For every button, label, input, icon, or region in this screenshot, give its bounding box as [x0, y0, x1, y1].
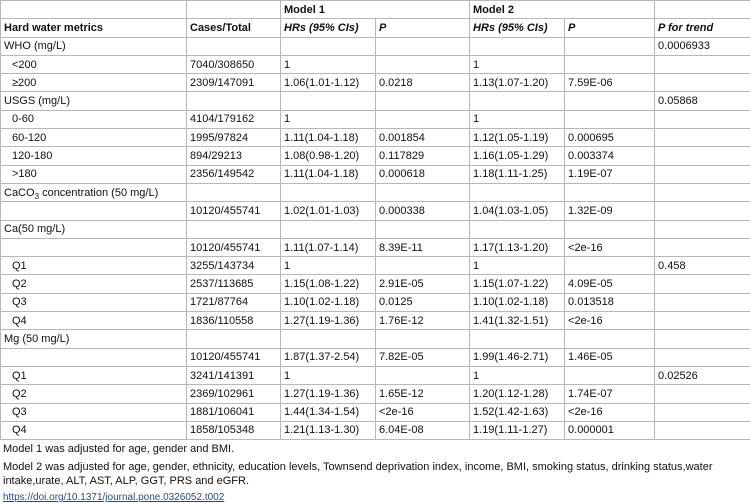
cell-value: 1.99(1.46-2.71)	[473, 351, 548, 363]
cell-value: 1	[473, 113, 479, 125]
cell-value: 0.0006933	[658, 40, 710, 52]
cell-value: 0.0125	[379, 296, 413, 308]
table-cell	[470, 37, 565, 55]
table-cell	[565, 421, 655, 439]
cell-value: 3241/141391	[190, 370, 254, 382]
cell-value: 8.39E-11	[379, 242, 423, 254]
cell-value: 0.458	[658, 260, 686, 272]
table-row	[1, 385, 750, 403]
table-row	[1, 330, 750, 348]
table-cell	[565, 74, 655, 92]
table-cell	[655, 110, 750, 128]
table-cell	[1, 312, 187, 330]
table-cell	[281, 129, 376, 147]
column-header: HRs (95% CIs)	[281, 19, 376, 37]
table-cell	[565, 257, 655, 275]
table-cell	[655, 129, 750, 147]
table-cell	[281, 220, 376, 238]
cell-value: 0.003374	[568, 150, 614, 162]
table-cell	[1, 220, 187, 238]
table-cell	[187, 220, 281, 238]
table-cell	[1, 275, 187, 293]
table-cell	[565, 275, 655, 293]
cell-value: 7.82E-05	[379, 351, 424, 363]
row-label: Q2	[4, 388, 27, 400]
cell-value: 1.06(1.01-1.12)	[284, 77, 359, 89]
row-label: CaCO	[4, 187, 35, 199]
table-cell	[1, 366, 187, 384]
table-cell	[187, 385, 281, 403]
cell-value: 0.001854	[379, 132, 425, 144]
table-cell	[281, 238, 376, 256]
table-cell	[376, 183, 470, 201]
cell-value: 4104/179162	[190, 113, 254, 125]
table-cell	[565, 403, 655, 421]
table-cell	[187, 92, 281, 110]
table-cell	[655, 165, 750, 183]
cell-value: 1.15(1.07-1.22)	[473, 278, 548, 290]
table-cell	[376, 257, 470, 275]
cell-value: 1.18(1.11-1.25)	[473, 168, 547, 180]
row-label: Q2	[4, 278, 27, 290]
table-cell	[187, 330, 281, 348]
table-cell	[470, 238, 565, 256]
table-cell	[1, 37, 187, 55]
header-blank	[187, 1, 281, 19]
table-cell	[655, 366, 750, 384]
cell-value: 0.000618	[379, 168, 425, 180]
row-label: Q4	[4, 315, 27, 327]
table-cell	[187, 165, 281, 183]
table-cell	[565, 129, 655, 147]
cell-value: 1.10(1.02-1.18)	[473, 296, 548, 308]
table-cell	[655, 183, 750, 201]
table-cell	[376, 421, 470, 439]
table-cell	[1, 129, 187, 147]
table-cell	[655, 202, 750, 220]
table-cell	[1, 385, 187, 403]
table-row	[1, 348, 750, 366]
table-cell	[470, 220, 565, 238]
cell-value: 6.04E-08	[379, 424, 424, 436]
cell-value: 1.76E-12	[379, 315, 424, 327]
table-cell	[565, 348, 655, 366]
table-cell	[565, 202, 655, 220]
table-cell	[470, 147, 565, 165]
table-cell	[187, 55, 281, 73]
table-cell	[187, 183, 281, 201]
cell-value: 1.17(1.13-1.20)	[473, 242, 548, 254]
cell-value: 1.27(1.19-1.36)	[284, 315, 359, 327]
table-cell	[470, 55, 565, 73]
table-cell	[376, 165, 470, 183]
table-row	[1, 293, 750, 311]
table-cell	[281, 110, 376, 128]
row-label: >180	[4, 168, 37, 180]
table-cell	[281, 55, 376, 73]
table-cell	[376, 202, 470, 220]
table-cell	[376, 293, 470, 311]
cell-value: 1.10(1.02-1.18)	[284, 296, 359, 308]
cell-value: 1.11(1.04-1.18)	[284, 132, 358, 144]
table-cell	[655, 293, 750, 311]
table-cell	[187, 293, 281, 311]
table-cell	[281, 275, 376, 293]
note-model1: Model 1 was adjusted for age, gender and BMI.	[3, 442, 747, 456]
table-row	[1, 238, 750, 256]
row-label: Q3	[4, 296, 27, 308]
table-cell	[187, 257, 281, 275]
cell-value: 1	[284, 260, 290, 272]
row-label: 60-120	[4, 132, 46, 144]
column-header: Cases/Total	[187, 19, 281, 37]
table-cell	[281, 202, 376, 220]
table-cell	[655, 421, 750, 439]
row-label: <200	[4, 59, 37, 71]
table-cell	[187, 275, 281, 293]
table-cell	[470, 366, 565, 384]
table-cell	[565, 220, 655, 238]
table-cell	[655, 55, 750, 73]
table-cell	[1, 421, 187, 439]
table-cell	[1, 55, 187, 73]
table-cell	[655, 74, 750, 92]
cell-value: 1	[473, 370, 479, 382]
table-cell	[565, 183, 655, 201]
cell-value: <2e-16	[568, 315, 603, 327]
cell-value: 1.19E-07	[568, 168, 613, 180]
table-cell	[281, 312, 376, 330]
cell-value: 1.08(0.98-1.20)	[284, 150, 359, 162]
cell-value: 1.41(1.32-1.51)	[473, 315, 548, 327]
table-cell	[470, 110, 565, 128]
cell-value: 1858/105348	[190, 424, 254, 436]
cell-value: 1	[473, 59, 479, 71]
cell-value: 7.59E-06	[568, 77, 613, 89]
table-cell	[281, 385, 376, 403]
table-cell	[470, 257, 565, 275]
row-label: Ca(50 mg/L)	[4, 223, 65, 235]
table-cell	[655, 312, 750, 330]
table-cell	[655, 147, 750, 165]
table-cell	[281, 421, 376, 439]
cell-value: 2537/113685	[190, 278, 253, 290]
table-cell	[655, 348, 750, 366]
column-header: P	[565, 19, 655, 37]
table-cell	[187, 37, 281, 55]
table-cell	[470, 312, 565, 330]
table-row	[1, 366, 750, 384]
table-cell	[565, 293, 655, 311]
table-cell	[565, 37, 655, 55]
table-cell	[565, 385, 655, 403]
cell-value: 1	[284, 113, 290, 125]
table-cell	[470, 165, 565, 183]
cell-value: 4.09E-05	[568, 278, 613, 290]
table-cell	[565, 92, 655, 110]
table-cell	[1, 257, 187, 275]
table-cell	[565, 55, 655, 73]
header-row-columns	[1, 19, 750, 37]
table-cell	[470, 403, 565, 421]
cell-value: 1.11(1.04-1.18)	[284, 168, 358, 180]
table-cell	[470, 92, 565, 110]
table-cell	[470, 275, 565, 293]
table-cell	[376, 403, 470, 421]
table-cell	[565, 366, 655, 384]
table-cell	[1, 92, 187, 110]
table-cell	[187, 129, 281, 147]
cell-value: 1.52(1.42-1.63)	[473, 406, 548, 418]
table-cell	[565, 330, 655, 348]
table-cell	[470, 330, 565, 348]
row-label: Mg (50 mg/L)	[4, 333, 69, 345]
table-cell	[655, 238, 750, 256]
subscript: 3	[35, 192, 39, 201]
table-cell	[376, 348, 470, 366]
cell-value: 1.19(1.11-1.27)	[473, 424, 547, 436]
table-cell	[470, 202, 565, 220]
table-cell	[565, 147, 655, 165]
cell-value: 1.65E-12	[379, 388, 424, 400]
table-cell	[565, 238, 655, 256]
cell-value: 1	[284, 370, 290, 382]
table-cell	[187, 312, 281, 330]
cell-value: 10120/455741	[190, 242, 260, 254]
table-cell	[376, 92, 470, 110]
table-row	[1, 421, 750, 439]
cell-value: 2309/147091	[190, 77, 254, 89]
cell-value: 1.32E-09	[568, 205, 613, 217]
table-cell	[655, 257, 750, 275]
table-cell	[187, 366, 281, 384]
table-cell	[281, 183, 376, 201]
table-cell	[281, 92, 376, 110]
row-label: WHO (mg/L)	[4, 40, 66, 52]
table-row	[1, 74, 750, 92]
cell-value: 3255/143734	[190, 260, 254, 272]
table-cell	[655, 385, 750, 403]
table-cell	[1, 74, 187, 92]
table-cell	[281, 74, 376, 92]
cell-value: 1.21(1.13-1.30)	[284, 424, 359, 436]
table-cell	[376, 330, 470, 348]
table-cell	[376, 385, 470, 403]
table-cell	[470, 385, 565, 403]
table-cell	[470, 183, 565, 201]
table-cell	[655, 330, 750, 348]
table-cell	[187, 238, 281, 256]
row-label: Q4	[4, 424, 27, 436]
cell-value: 0.000338	[379, 205, 425, 217]
cell-value: 1.02(1.01-1.03)	[284, 205, 359, 217]
table-cell	[376, 129, 470, 147]
table-cell	[187, 74, 281, 92]
table-cell	[281, 348, 376, 366]
table-cell	[1, 238, 187, 256]
table-cell	[376, 312, 470, 330]
table-cell	[1, 202, 187, 220]
table-cell	[281, 403, 376, 421]
cell-value: 2356/149542	[190, 168, 254, 180]
cell-value: 2.91E-05	[379, 278, 424, 290]
row-label: 120-180	[4, 150, 52, 162]
table-cell	[376, 74, 470, 92]
table-cell	[1, 165, 187, 183]
table-cell	[565, 110, 655, 128]
table-cell	[1, 330, 187, 348]
table-cell	[655, 37, 750, 55]
column-header: Hard water metrics	[1, 19, 187, 37]
header-blank	[655, 1, 750, 19]
table-cell	[470, 74, 565, 92]
cell-value: 1881/106041	[190, 406, 254, 418]
column-header: P for trend	[655, 19, 750, 37]
cell-value: 1.04(1.03-1.05)	[473, 205, 548, 217]
table-cell	[187, 403, 281, 421]
table-row	[1, 183, 750, 201]
cell-value: 1721/87764	[190, 296, 248, 308]
table-row	[1, 312, 750, 330]
table-cell	[281, 165, 376, 183]
table-cell	[281, 330, 376, 348]
cell-value: 10120/455741	[190, 205, 260, 217]
table-cell	[655, 403, 750, 421]
table-notes	[0, 440, 750, 488]
cell-value: 7040/308650	[190, 59, 254, 71]
table-row	[1, 55, 750, 73]
row-label: USGS (mg/L)	[4, 95, 70, 107]
table-cell	[187, 202, 281, 220]
cell-value: 1.87(1.37-2.54)	[284, 351, 359, 363]
cell-value: 0.02526	[658, 370, 698, 382]
table-row	[1, 165, 750, 183]
cell-value: 0.013518	[568, 296, 614, 308]
table-row	[1, 37, 750, 55]
table-cell	[470, 348, 565, 366]
table-cell	[470, 421, 565, 439]
doi-link[interactable]: https://doi.org/10.1371/journal.pone.0326052.t002	[0, 488, 750, 503]
cell-value: 0.000001	[568, 424, 614, 436]
table-cell	[470, 129, 565, 147]
cell-value: 1.44(1.34-1.54)	[284, 406, 359, 418]
table-cell	[1, 348, 187, 366]
cell-value: 2369/102961	[190, 388, 254, 400]
table-cell	[376, 110, 470, 128]
cell-value: 1.13(1.07-1.20)	[473, 77, 548, 89]
header-row-models	[1, 1, 750, 19]
cell-value: 1	[473, 260, 479, 272]
table-cell	[1, 183, 187, 201]
row-label-suffix: concentration (50 mg/L)	[39, 187, 158, 199]
header-blank	[1, 1, 187, 19]
row-label: Q3	[4, 406, 27, 418]
row-label: ≥200	[4, 77, 36, 89]
cell-value: 1.27(1.19-1.36)	[284, 388, 359, 400]
cell-value: 1	[284, 59, 290, 71]
header-model1: Model 1	[281, 1, 470, 19]
table-row	[1, 92, 750, 110]
table-cell	[1, 147, 187, 165]
row-label: 0-60	[4, 113, 34, 125]
table-cell	[376, 147, 470, 165]
table-cell	[187, 110, 281, 128]
cell-value: 1.46E-05	[568, 351, 613, 363]
cell-value: 10120/455741	[190, 351, 260, 363]
table-row	[1, 220, 750, 238]
note-model2: Model 2 was adjusted for age, gender, ethnicity, education levels, Townsend deprivation index, income, BMI, smoking status, drinking status,water intake,urate, ALT, AST, ALP, GGT, PRS and eGFR.	[3, 460, 747, 488]
table-cell	[655, 275, 750, 293]
cell-value: <2e-16	[568, 406, 603, 418]
row-label: Q1	[4, 370, 27, 382]
table-cell	[470, 293, 565, 311]
column-header: P	[376, 19, 470, 37]
cell-value: 1.16(1.05-1.29)	[473, 150, 548, 162]
table-cell	[376, 55, 470, 73]
cell-value: 0.000695	[568, 132, 614, 144]
header-model2: Model 2	[470, 1, 655, 19]
column-header: HRs (95% CIs)	[470, 19, 565, 37]
cell-value: 1.11(1.07-1.14)	[284, 242, 358, 254]
table-cell	[565, 165, 655, 183]
table-cell	[376, 220, 470, 238]
cell-value: 1995/97824	[190, 132, 248, 144]
cell-value: 1.15(1.08-1.22)	[284, 278, 359, 290]
table-cell	[1, 403, 187, 421]
table-cell	[281, 147, 376, 165]
table-row	[1, 110, 750, 128]
table-row	[1, 147, 750, 165]
table-cell	[376, 366, 470, 384]
cell-value: 1.74E-07	[568, 388, 613, 400]
cell-value: 1.20(1.12-1.28)	[473, 388, 548, 400]
table-cell	[187, 421, 281, 439]
table-row	[1, 275, 750, 293]
table-cell	[1, 293, 187, 311]
table-cell	[376, 238, 470, 256]
cell-value: <2e-16	[568, 242, 603, 254]
table-cell	[281, 293, 376, 311]
cell-value: 0.05868	[658, 95, 698, 107]
table-cell	[376, 275, 470, 293]
table-cell	[1, 110, 187, 128]
cell-value: 1.12(1.05-1.19)	[473, 132, 548, 144]
cell-value: 0.117829	[379, 150, 424, 162]
table-row	[1, 129, 750, 147]
table-cell	[565, 312, 655, 330]
table-cell	[281, 257, 376, 275]
table-cell	[655, 220, 750, 238]
table-row	[1, 202, 750, 220]
table-cell	[281, 366, 376, 384]
table-cell	[281, 37, 376, 55]
row-label: Q1	[4, 260, 27, 272]
table-cell	[655, 92, 750, 110]
cell-value: 0.0218	[379, 77, 413, 89]
table-cell	[187, 147, 281, 165]
table-row	[1, 257, 750, 275]
table-cell	[187, 348, 281, 366]
table-cell	[376, 37, 470, 55]
table-row	[1, 403, 750, 421]
cell-value: <2e-16	[379, 406, 414, 418]
cell-value: 894/29213	[190, 150, 242, 162]
cell-value: 1836/110558	[190, 315, 253, 327]
